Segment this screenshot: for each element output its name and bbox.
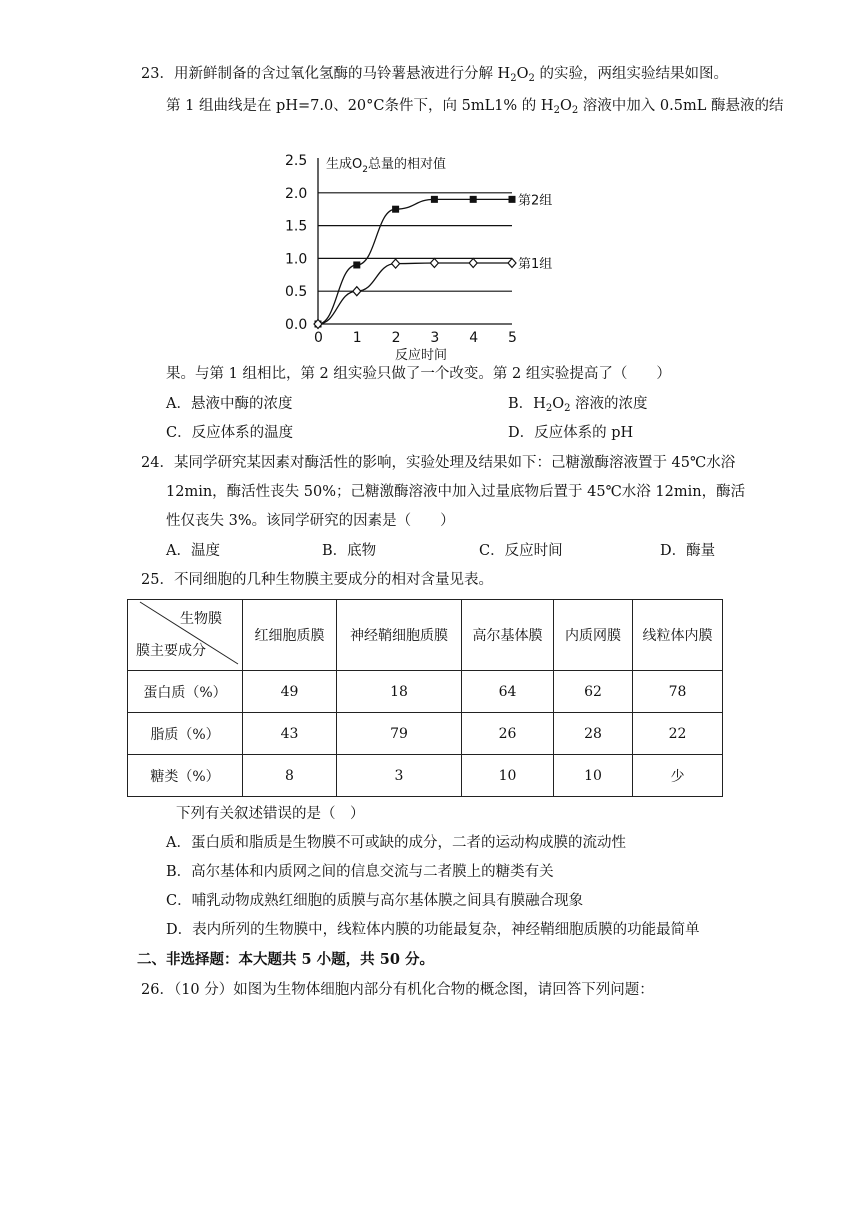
chart-series (314, 193, 552, 328)
data-point (430, 258, 438, 267)
table-cell: 79 (337, 713, 462, 755)
data-point (353, 261, 360, 268)
x-tick-label: 5 (508, 330, 517, 346)
table-cell: 10 (462, 755, 554, 797)
row-label: 糖类（%） (128, 755, 243, 797)
y-tick-label: 1.0 (285, 251, 308, 268)
series-label: 第1组 (518, 256, 552, 272)
corner-label-component: 膜主要成分 (136, 643, 206, 659)
data-point (392, 259, 400, 268)
column-header: 红细胞质膜 (243, 600, 337, 671)
table-row (128, 755, 723, 797)
x-axis-label: 反应时间 (395, 348, 448, 363)
data-point (469, 258, 477, 267)
q23-option-d[interactable]: D．反应体系的 pH (508, 425, 634, 441)
table-cell: 22 (633, 713, 723, 755)
table-header-row (128, 600, 723, 671)
y-tick-labels (285, 153, 307, 333)
table-corner-cell (128, 600, 243, 671)
table-cell: 64 (462, 671, 554, 713)
q24-stem-line3: 性仅丧失 3%。该同学研究的因素是（ ） (166, 513, 455, 529)
table-row (128, 671, 723, 713)
q25-stem-line1: 25．不同细胞的几种生物膜主要成分的相对含量见表。 (141, 572, 493, 588)
table-cell: 26 (462, 713, 554, 755)
q26-stem: 26．（10 分）如图为生物体细胞内部分有机化合物的概念图，请回答下列问题： (141, 982, 654, 998)
q24-option-d[interactable]: D．酶量 (660, 543, 716, 559)
x-tick-labels (314, 330, 517, 346)
data-point (353, 287, 361, 296)
q23-option-a[interactable]: A．悬液中酶的浓度 (166, 396, 293, 412)
q25-option-c[interactable]: C．哺乳动物成熟红细胞的质膜与高尔基体膜之间具有膜融合现象 (166, 893, 584, 909)
q25-option-a[interactable]: A．蛋白质和脂质是生物膜不可或缺的成分，二者的运动构成膜的流动性 (166, 835, 626, 851)
y-tick-label: 0.5 (285, 284, 308, 301)
row-label: 脂质（%） (128, 713, 243, 755)
chart-gridlines (318, 193, 512, 291)
section-2-heading: 二、非选择题：本大题共 5 小题，共 50 分。 (137, 951, 434, 968)
q25-stem: 下列有关叙述错误的是（ ） (176, 806, 365, 822)
y-tick-label: 0.0 (285, 317, 308, 333)
q24-stem-line1: 24．某同学研究某因素对酶活性的影响，实验处理及结果如下：己糖激酶溶液置于 45℃水浴 (141, 455, 736, 471)
row-label: 蛋白质（%） (128, 671, 243, 713)
x-tick-label: 0 (314, 330, 323, 346)
y-tick-label: 2.0 (285, 185, 308, 202)
x-tick-label: 3 (430, 330, 440, 346)
q23-option-b[interactable]: B．$H_2O_2$ 溶液的浓度 (508, 396, 648, 414)
q24-stem-line2: 12min，酶活性丧失 50%；己糖激酶溶液中加入过量底物后置于 45℃水浴 12min，酶活 (166, 484, 746, 500)
x-tick-label: 2 (391, 330, 401, 346)
x-tick-label: 4 (469, 330, 479, 346)
membrane-composition-table (127, 599, 723, 797)
table-cell: 18 (337, 671, 462, 713)
table-cell: 少 (633, 755, 723, 797)
data-point (392, 206, 399, 213)
table-cell: 3 (337, 755, 462, 797)
table-cell: 78 (633, 671, 723, 713)
y-axis-label: 生成$O_2$总量的相对值 (326, 157, 446, 175)
table-row (128, 713, 723, 755)
q25-option-d[interactable]: D．表内所列的生物膜中，线粒体内膜的功能最复杂，神经鞘细胞质膜的功能最简单 (166, 922, 700, 938)
q25-option-b[interactable]: B．高尔基体和内质网之间的信息交流与二者膜上的糖类有关 (166, 864, 554, 880)
q24-option-c[interactable]: C．反应时间 (479, 543, 563, 559)
x-tick-label: 1 (352, 330, 362, 346)
table-cell: 28 (554, 713, 633, 755)
q23-stem-line2: 第 1 组曲线是在 pH=7.0、20°C条件下，向 5mL1% 的 $H_2O_2$ 溶液中加入 0.5mL 酶悬液的结 (166, 98, 784, 116)
y-tick-label: 1.5 (285, 218, 308, 235)
table-cell: 43 (243, 713, 337, 755)
column-header: 高尔基体膜 (462, 600, 554, 671)
column-header: 内质网膜 (554, 600, 633, 671)
q24-option-b[interactable]: B．底物 (322, 543, 377, 559)
q23-stem-line1: 23．用新鲜制备的含过氧化氢酶的马铃薯悬液进行分解 $H_2O_2$ 的实验，两组实验结果如图。 (141, 66, 728, 84)
data-point (470, 196, 477, 203)
column-header: 线粒体内膜 (633, 600, 723, 671)
data-point (509, 196, 516, 203)
y-tick-label: 2.5 (285, 153, 308, 169)
o2-production-chart (282, 148, 552, 366)
table-cell: 62 (554, 671, 633, 713)
column-header: 神经鞘细胞质膜 (337, 600, 462, 671)
q23-option-c[interactable]: C．反应体系的温度 (166, 425, 294, 441)
series-label: 第2组 (518, 193, 552, 209)
table-cell: 8 (243, 755, 337, 797)
data-point (508, 258, 516, 267)
data-point (431, 196, 438, 203)
table-cell: 10 (554, 755, 633, 797)
table-cell: 49 (243, 671, 337, 713)
series-line-1 (318, 199, 512, 324)
q23-stem-line3: 果。与第 1 组相比，第 2 组实验只做了一个改变。第 2 组实验提高了（ ） (166, 366, 671, 382)
corner-label-membrane: 生物膜 (180, 611, 222, 627)
q24-option-a[interactable]: A．温度 (166, 543, 220, 559)
